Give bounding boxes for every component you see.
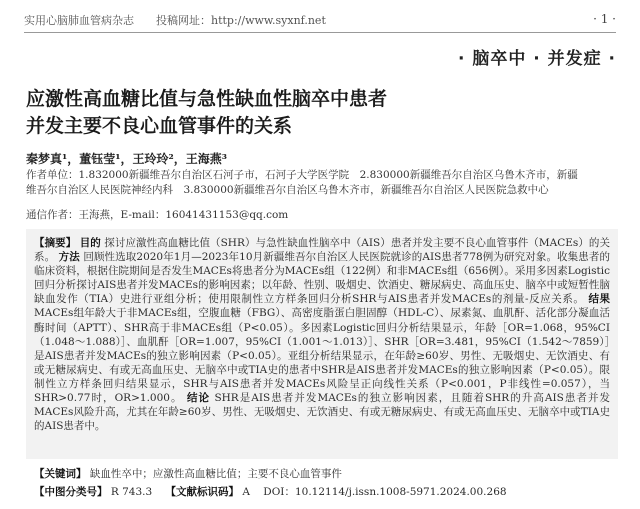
- running-header: [24, 10, 616, 32]
- affiliation-line-1: 作者单位：1.832000新疆维吾尔自治区石河子市，石河子大学医学院 2.830000新疆维吾尔自治区乌鲁木齐市，新疆: [26, 169, 578, 181]
- title-line-1: 应激性高血糖比值与急性缺血性脑卒中患者: [26, 88, 388, 110]
- affiliations: [26, 168, 616, 198]
- corresponding-author: 通信作者：王海燕，E-mail：16041431153@qq.com: [26, 209, 289, 221]
- url-label: 投稿网址：: [156, 14, 211, 27]
- results-label: 结果: [588, 293, 611, 306]
- methods-text: 回顾性选取2020年1月—2023年10月新疆维吾尔自治区人民医院就诊的AIS患者778例为研究对象。收集患者的临床资料，根据住院期间是否发生MACEs将患者分为MACEs组（122例）和非MACEs组（656例）。采用多因素Logistic回归分析探讨AIS患者并发MACEs的影响因素；以年龄、性别、吸烟史、饮酒史、糖尿病史、高血压史、脑卒中或短暂性脑缺血发作（TIA）史进行亚组分析；使用限制性立方样条回归分析SHR与AIS患者并发MACEs的剂量-反应关系。: [34, 251, 610, 306]
- objective-label: 目的: [79, 237, 101, 249]
- header-divider: [24, 32, 616, 33]
- article-title: [26, 86, 606, 140]
- results-text: MACEs组年龄大于非MACEs组，空腹血糖（FBG）、高密度脂蛋白胆固醇（HDL-C）、尿素氮、血肌酐、活化部分凝血活酶时间（APTT）、SHR高于非MACEs组（P<0.05）。多因素Logistic回归分析结果显示，年龄［OR=1.068，95%CI（1.048～1.088）］、血肌酐［OR=1.007，95%CI（1.001～1.013）］、SHR［OR=3.481，95%CI（1.542～7859）］是AIS患者并发MACEs的独立影响因素（P<0.05）。亚组分析结果显示，在年龄≥60岁、男性、无吸烟史、无饮酒史、有或无糖尿病史、有或无高血压史、无脑卒中或TIA史的患者中SHR是AIS患者并发MACEs的独立影响因素（P<0.05）。限制性立方样条回归结果显示，SHR与AIS患者并发MACEs风险呈正向线性关系（P<0.001，P非线性=0.057），当SHR>0.77时，OR>1.000。: [34, 307, 610, 405]
- abstract: [34, 236, 610, 433]
- abstract-label: 【摘要】: [34, 237, 77, 249]
- objective-text: 探讨应激性高血糖比值（SHR）与急性缺血性脑卒中（AIS）患者并发主要不良心血管事件（MACEs）的关系。: [34, 237, 611, 264]
- title-line-2: 并发主要不良心血管事件的关系: [26, 115, 293, 137]
- keywords-label: 【关键词】: [34, 468, 87, 480]
- keywords: [34, 466, 610, 481]
- doc-code-value: A: [242, 486, 250, 498]
- doc-code-label: 【文献标识码】: [165, 486, 239, 498]
- journal-url[interactable]: http://www.syxnf.net: [211, 14, 326, 27]
- page-number: · 1 ·: [593, 12, 616, 26]
- methods-label: 方法: [58, 251, 80, 264]
- clc-value: R 743.3: [110, 486, 153, 498]
- section-label: · 脑卒中 · 并发症 ·: [457, 49, 616, 69]
- journal-info: [24, 12, 326, 28]
- classification-info: [34, 484, 610, 499]
- clc-label: 【中图分类号】: [34, 486, 108, 498]
- conclusion-text: SHR是AIS患者并发MACEs的独立影响因素，且随着SHR的升高AIS患者并发MACEs风险升高，尤其在年龄≥60岁、男性、无吸烟史、无饮酒史、有或无糖尿病史、有或无高血压史、无脑卒中或TIA史的AIS患者中。: [34, 392, 611, 433]
- keywords-value: 缺血性卒中；应激性高血糖比值；主要不良心血管事件: [89, 468, 342, 480]
- doi-link[interactable]: DOI：10.12114/j.issn.1008-5971.2024.00.268: [263, 486, 507, 498]
- conclusion-label: 结论: [186, 392, 211, 405]
- journal-name: 实用心脑肺血管病杂志: [24, 14, 134, 27]
- author-list: 秦梦真¹，董钰莹¹，王玲玲²，王海燕³: [26, 152, 228, 166]
- affiliation-line-2: 维吾尔自治区人民医院神经内科 3.830000新疆维吾尔自治区乌鲁木齐市，新疆维吾尔自治区人民医院急救中心: [26, 184, 549, 196]
